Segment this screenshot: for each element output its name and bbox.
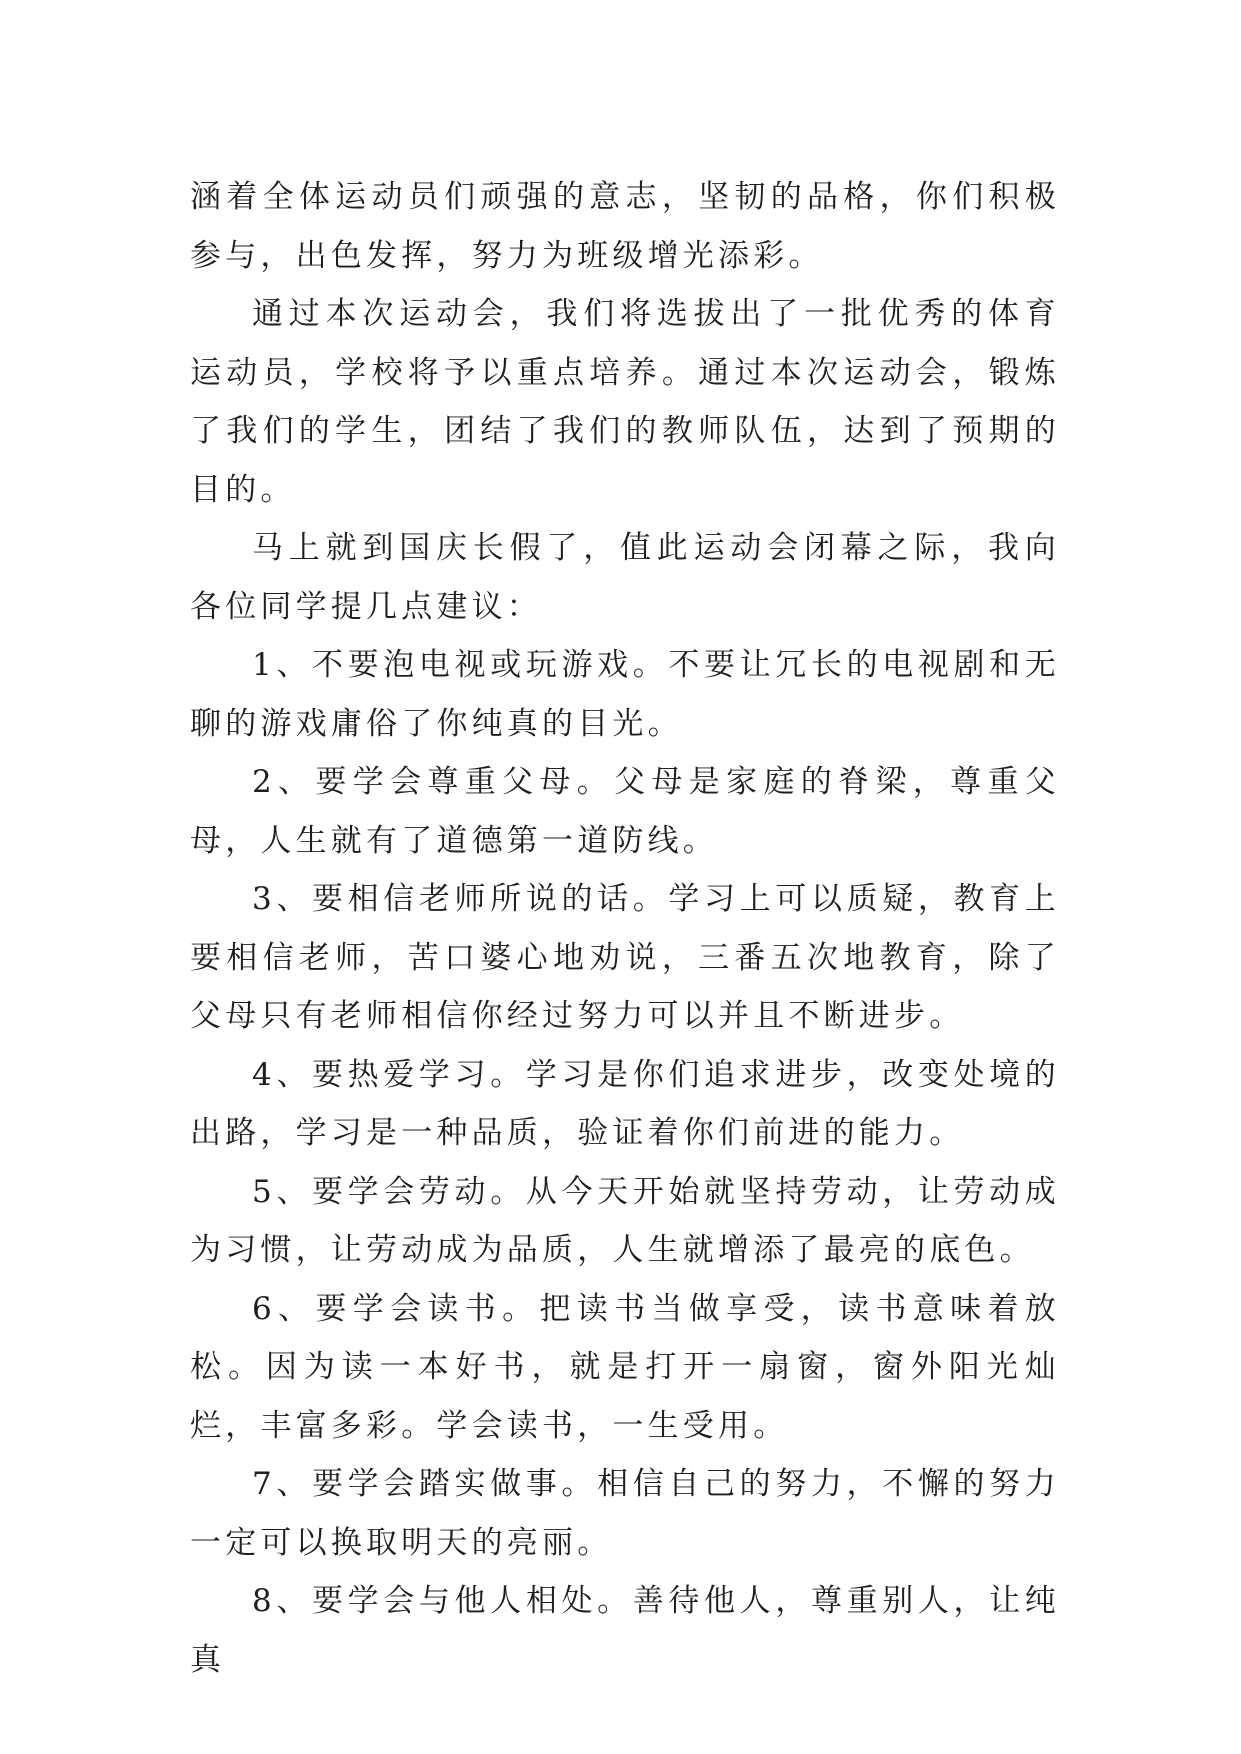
document-body: [190, 168, 1060, 1689]
paragraph-1: 涵着全体运动员们顽强的意志，坚韧的品格，你们积极参与，出色发挥，努力为班级增光添彩。: [190, 179, 1060, 274]
paragraph-2: 通过本次运动会，我们将选拔出了一批优秀的体育运动员，学校将予以重点培养。通过本次运动会，锻炼了我们的学生，团结了我们的教师队伍，达到了预期的目的。: [190, 296, 1060, 508]
paragraph-6: 3、要相信老师所说的话。学习上可以质疑，教育上要相信老师，苦口婆心地劝说，三番五次地教育，除了父母只有老师相信你经过努力可以并且不断进步。: [190, 881, 1060, 1034]
paragraph-8: 5、要学会劳动。从今天开始就坚持劳动，让劳动成为习惯，让劳动成为品质，人生就增添了最亮的底色。: [190, 1173, 1060, 1268]
paragraph-7: 4、要热爱学习。学习是你们追求进步，改变处境的出路，学习是一种品质，验证着你们前进的能力。: [190, 1056, 1060, 1151]
paragraph-5: 2、要学会尊重父母。父母是家庭的脊梁，尊重父母，人生就有了道德第一道防线。: [190, 764, 1060, 859]
paragraph-10: 7、要学会踏实做事。相信自己的努力，不懈的努力一定可以换取明天的亮丽。: [190, 1466, 1060, 1561]
paragraph-4: 1、不要泡电视或玩游戏。不要让冗长的电视剧和无聊的游戏庸俗了你纯真的目光。: [190, 647, 1060, 742]
paragraph-3: 马上就到国庆长假了，值此运动会闭幕之际，我向各位同学提几点建议：: [190, 530, 1060, 625]
paragraph-11: 8、要学会与他人相处。善待他人，尊重别人，让纯真: [190, 1583, 1060, 1678]
paragraph-9: 6、要学会读书。把读书当做享受，读书意味着放松。因为读一本好书，就是打开一扇窗，窗外阳光灿烂，丰富多彩。学会读书，一生受用。: [190, 1290, 1060, 1444]
